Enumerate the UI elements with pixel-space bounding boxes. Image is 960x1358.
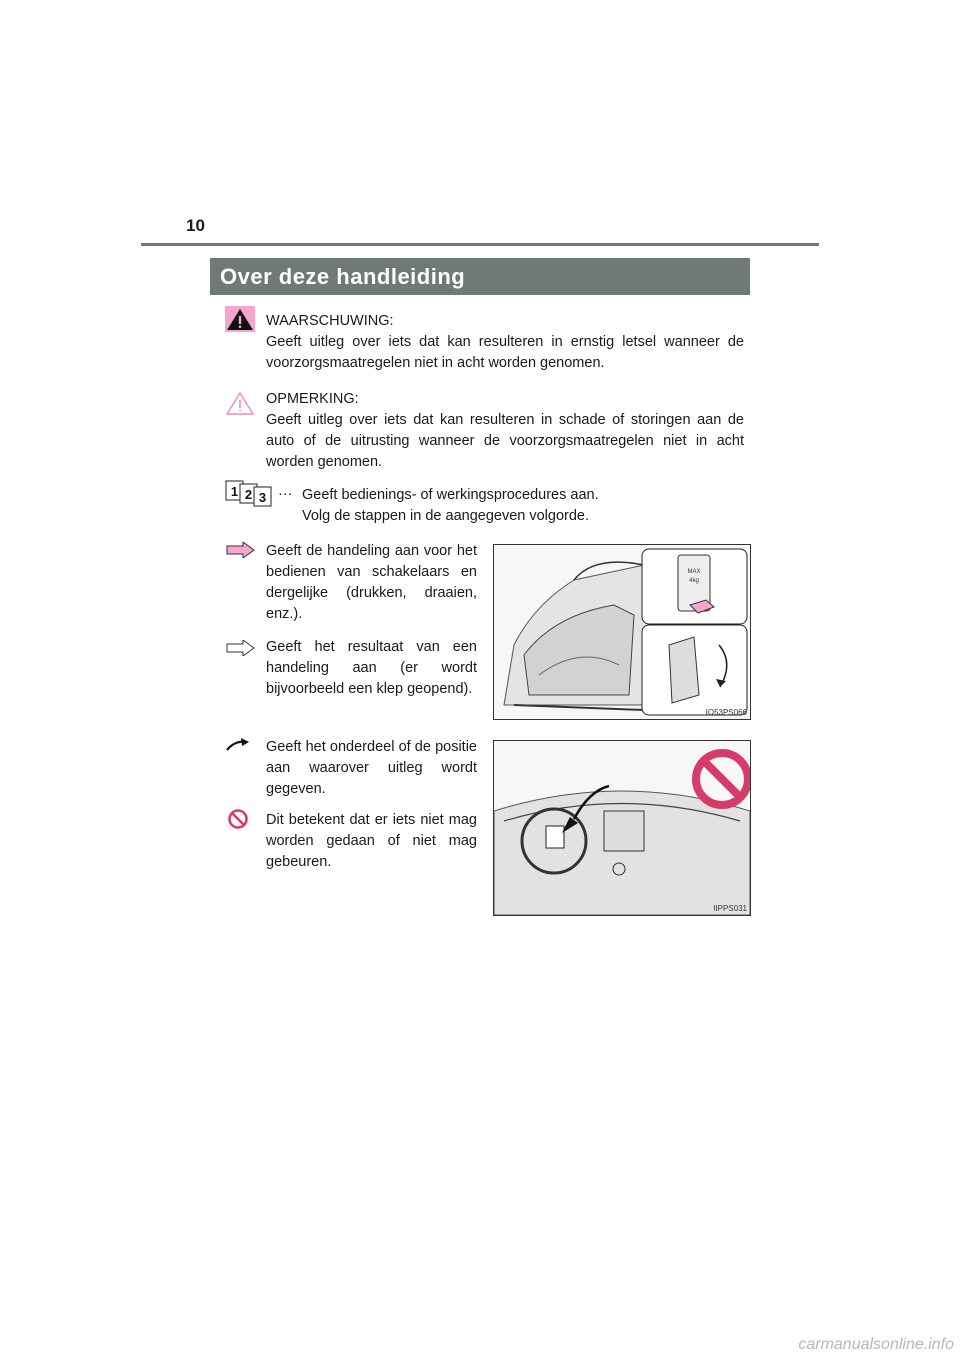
warning-icon (225, 306, 255, 332)
dashboard-illustration (494, 741, 750, 915)
weight-label: 4kg (689, 578, 699, 584)
page-number: 10 (186, 216, 205, 235)
header-rule (141, 243, 819, 246)
warning-label: WAARSCHUWING: (266, 313, 394, 329)
trunk-figure-code: IO53PS066 (705, 708, 747, 717)
component-text: Geeft het onderdeel of de positie aan waarover uitleg wordt gegeven. (266, 739, 477, 797)
dashboard-figure (493, 740, 751, 916)
prohibited-icon (227, 808, 249, 830)
max-label: MAX (687, 569, 701, 575)
trunk-illustration (494, 545, 750, 719)
section-title: Over deze handleiding (210, 258, 750, 295)
notice-icon (225, 390, 255, 416)
operation-arrow-icon (225, 542, 255, 558)
step-digit-3: 3 (258, 490, 267, 505)
steps-line-2: Volg de stappen in de aangegeven volgorde. (302, 508, 590, 524)
step-digit-2: 2 (244, 487, 253, 502)
trunk-figure (493, 544, 751, 720)
dashboard-figure-code: IIPPS031 (713, 904, 747, 913)
step-digit-1: 1 (230, 484, 239, 499)
result-text: Geeft het resultaat van een handeling aan (er wordt bijvoorbeeld een klep geopend). (266, 639, 477, 697)
component-pointer-icon (225, 738, 251, 752)
step-ellipsis: ··· (278, 486, 293, 502)
notice-label: OPMERKING: (266, 391, 359, 407)
step-numbers-icon (225, 480, 275, 508)
notice-text: Geeft uitleg over iets dat kan resulteren in schade of storingen aan de auto of de uitrusting wanneer de voorzorgsmaatregelen niet in acht worden genomen. (266, 412, 744, 470)
footer-watermark: carmanualsonline.info (798, 1336, 954, 1353)
prohibited-text: Dit betekent dat er iets niet mag worden gedaan of niet mag gebeuren. (266, 812, 477, 870)
operation-text: Geeft de handeling aan voor het bedienen van schakelaars en dergelijke (drukken, draaien, enz.). (266, 543, 477, 622)
steps-line-1: Geeft bedienings- of werkingsprocedures aan. (302, 487, 599, 503)
warning-text: Geeft uitleg over iets dat kan resulteren in ernstig letsel wanneer de voorzorgsmaatregelen niet in acht worden genomen. (266, 334, 744, 371)
result-arrow-icon (225, 640, 255, 656)
